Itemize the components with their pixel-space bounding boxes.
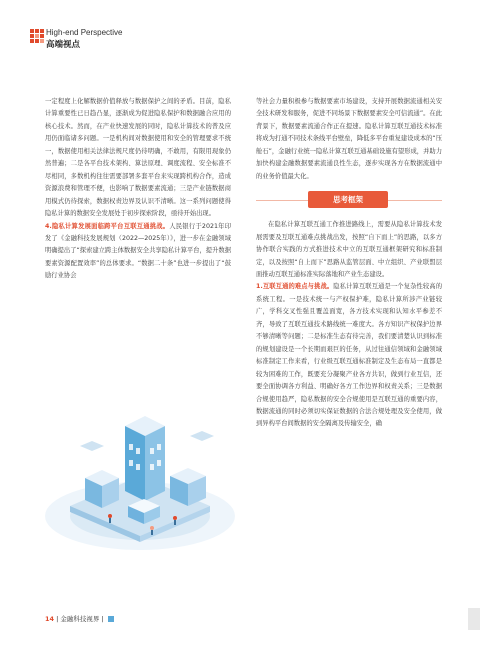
header-chinese-title: 高端视点	[46, 40, 81, 50]
isometric-building-illustration	[40, 366, 240, 554]
right-column	[256, 96, 442, 431]
right-paragraph-1: 等社会力量积极参与数据要素市场建设，支持开展数据流通相关安全技术研发和服务，促进不同场景下数据要素安全可信流通”。在此背景下，数据要素流通合作正在提速。隐私计算互联互通技术标准将成为打通不同技术条线平台壁垒，降低多平台重复建设成本的“压舱石”，金融行业统一隐私计算互联互通基础设施有望形成，并助力加快构建金融数据要素流通良性生态，逐步实现各方在数据流通中的业务价值最大化。	[256, 98, 442, 180]
page-edge-tab	[468, 608, 480, 630]
brand-dots-icon	[30, 29, 44, 47]
header-english-title: High-end Perspective	[46, 28, 123, 37]
section-heading-4: 4.隐私计算发展面临跨平台互联互通挑战。	[45, 222, 170, 230]
right-paragraph-3: 隐私计算互联互通是一个复杂性较高的系统工程。一是技术统一与产权保护难，隐私计算所涉产业链较广，学科交叉性强且覆盖面宽，各方技术实现和认知水平参差不齐，导致了互联互通技术路线统一难度大。各方知识产权保护边界不够清晰等问题；二是标准生态有待完善，我们要清楚认识到标准的规划建设是一个长期而艰巨的任务，从过往通信领域和金融领域标准制定工作来看，行业级互联互通标准制定及生态布局一直都是较为困难的工作，既要充分凝聚产业各方共识，做到行业互信，还要全面协调各方利益、明确好各方工作边界和权责关系；三是数据合规使用趋严，隐私数据的安全合规使用是互联互通的重要内容，数据流通的同时必须切实保证数据的合法合规处理及安全使用，做到异构平台间数据的安全隔离及传输安全，确	[256, 283, 443, 428]
section-header	[30, 27, 160, 51]
magazine-name: 金融科技视界	[60, 615, 100, 623]
left-paragraph-2: 人民银行于2021年印发了《金融科技发展规划（2022—2025年）》，进一步在金融领域明确提出了“探索建立跨主体数据安全共享隐私计算平台，提升数据要素资源配置效率”的总体要求。“数据二十条”也进一步提出了“鼓励行业协会	[45, 222, 231, 280]
left-paragraph-1: 一定程度上化解数据价值释放与数据保护之间的矛盾。目前，隐私计算重要性已日趋凸显，逐渐成为促进隐私保护和数据融合应用的核心技术。然而，在产业快速发展的同时，隐私计算技术的普及应用仍面临诸多问题。一是机构间对数据使用和安全的管理要求不统一，数据使用相关法律法规尺度仍待明确，不敢用，有限用现象仍然普遍；二是各平台技术架构、算法原理、调度流程、安全标准不尽相同，多数机构往往需要部署多套平台来实现跨机构合作，造成资源浪费和管理不便，也影响了数据要素流通；三是产业链数据商用模式仍待探索，数据权责边界及认识不清晰。这一系列问题使得隐私计算的数据安全发展处于初步探索阶段，亟待开始出现。	[45, 98, 231, 218]
footer-separator-2: |	[101, 615, 104, 623]
left-column	[45, 96, 231, 283]
page-number: 14	[45, 615, 55, 623]
page-footer	[45, 614, 114, 623]
badge-label: 思考框架	[308, 191, 388, 208]
right-paragraph-2: 在隐私计算互联互通工作推进路线上，需要从隐私计算技术发展需要及互联互通难点挑战出发，按照“自下而上”的思路，以多方协作联合实践的方式推进技术中立的互联互通框架研究和标准制定，以及按照“自上而下”思路从监管层面、中立组织、产业联盟层面推动互联互通标准实际落地和产业生态建设。	[256, 221, 442, 278]
footer-square-icon	[108, 616, 114, 622]
thinking-framework-badge	[256, 189, 442, 211]
section-heading-1: 1.互联互通的难点与挑战。	[256, 283, 334, 291]
footer-separator: |	[56, 615, 59, 623]
